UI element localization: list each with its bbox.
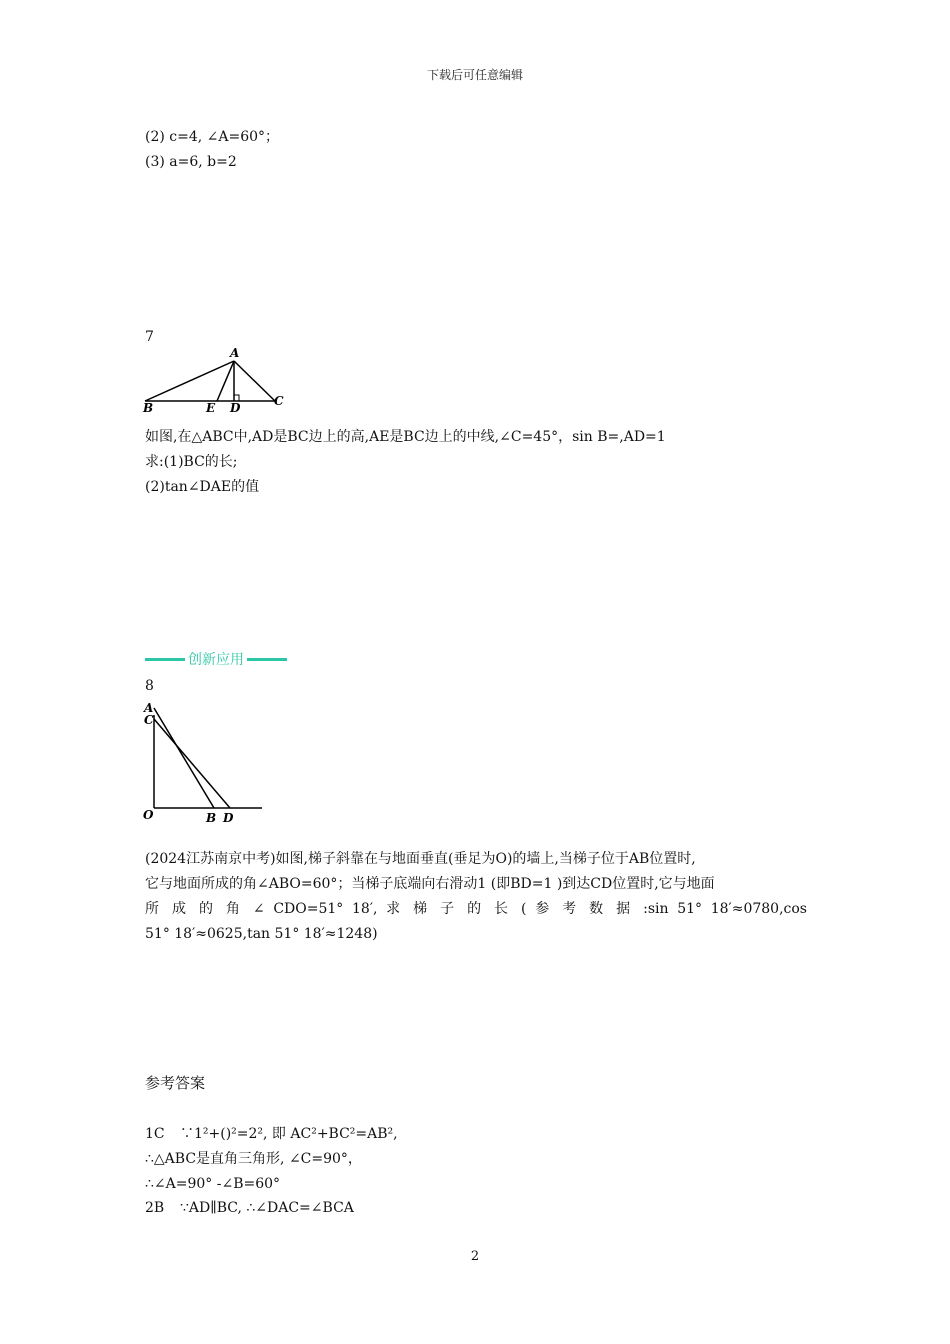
answer-2-line-1: ∵AD∥BC, ∴∠DAC=∠BCA	[180, 1200, 354, 1216]
label-e: E	[206, 401, 216, 415]
ladder-figure	[140, 695, 270, 830]
segment-ab	[145, 361, 234, 401]
section-title-right-bar	[247, 658, 287, 661]
answer-1-line-1: ∵1²+()²=2², 即 AC²+BC²=AB²,	[180, 1126, 398, 1142]
label-o: O	[143, 808, 154, 822]
question-8-text-line-2: 它与地面所成的角∠ABO=60°；当梯子底端向右滑动1 (即BD=1 )到达CD位置时,它与地面	[145, 876, 715, 892]
question-8-text-line-1: (2024江苏南京中考)如图,梯子斜靠在与地面垂直(垂足为O)的墙上,当梯子位于AB位置时,	[145, 851, 696, 867]
label-a: A	[144, 701, 154, 715]
section-title	[145, 650, 287, 668]
question-7-number: 7	[145, 329, 154, 345]
page-header: 下载后可任意编辑	[426, 68, 523, 82]
segment-ac	[234, 361, 275, 401]
section-title-left-bar	[145, 658, 185, 661]
ladder-ab	[154, 708, 214, 808]
label-d: D	[223, 811, 234, 825]
section-title-text: 创新应用	[188, 652, 244, 668]
label-a: A	[230, 346, 240, 360]
question-7-text-line-3: (2)tan∠DAE的值	[145, 479, 260, 495]
answer-1-number: 1C	[145, 1126, 165, 1142]
label-c: C	[274, 394, 284, 408]
page-number: 2	[470, 1249, 480, 1264]
label-d: D	[230, 401, 241, 415]
answer-1-line-2: ∴△ABC是直角三角形, ∠C=90°，	[145, 1151, 362, 1167]
answers-title: 参考答案	[145, 1074, 206, 1092]
problem-6-item-2: (2) c=4, ∠A=60°；	[145, 129, 280, 145]
label-b: B	[206, 811, 217, 825]
ladder-cd	[154, 719, 230, 808]
label-b: B	[143, 401, 154, 415]
triangle-figure	[140, 344, 300, 416]
question-8-text-line-3: 所 成 的 角 ∠ CDO=51° 18′, 求 梯 子 的 长 ( 参 考 数 据 :sin 51° 18′≈0780,cos	[145, 901, 807, 917]
question-8-number: 8	[145, 678, 154, 694]
answer-1-line-3: ∴∠A=90° -∠B=60°	[145, 1176, 281, 1192]
question-8-text-line-4: 51° 18′≈0625,tan 51° 18′≈1248)	[145, 926, 378, 942]
answer-2-number: 2B	[145, 1200, 165, 1216]
problem-6-item-3: (3) a=6, b=2	[145, 154, 237, 170]
label-c: C	[144, 713, 154, 727]
question-7-text-line-2: 求:(1)BC的长;	[145, 454, 238, 470]
question-7-text-line-1: 如图,在△ABC中,AD是BC边上的高,AE是BC边上的中线,∠C=45°，sin B=,AD=1	[145, 429, 666, 445]
